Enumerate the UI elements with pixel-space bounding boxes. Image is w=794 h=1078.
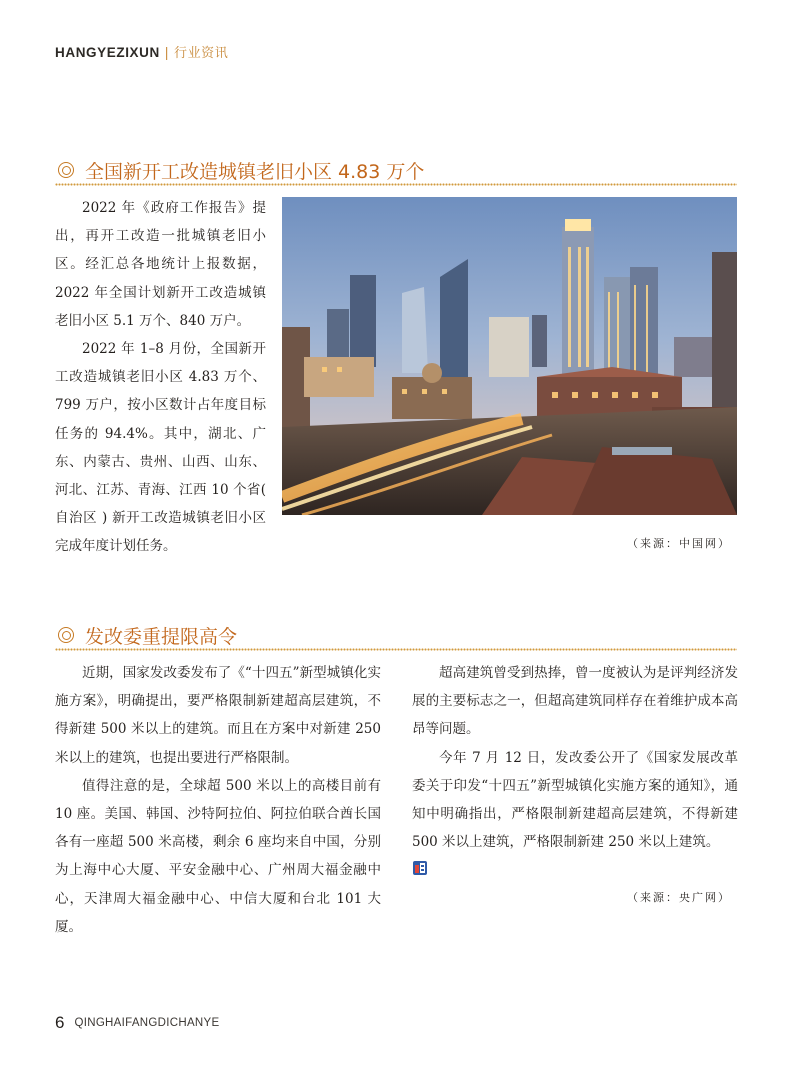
dotted-rule [55, 648, 737, 652]
paragraph: 值得注意的是，全球超 500 米以上的高楼目前有 10 座。美国、韩国、沙特阿拉伯、阿拉伯联合酋长国各有一座超 500 米高楼，剩余 6 座均来自中国，分别为上海中心大厦、平安金融中心、广州周大福金融中心，天津周大福金融中心、中信大厦和台北 101 大厦。 [55, 777, 381, 935]
section2-left-column [55, 659, 381, 941]
magazine-name: QINGHAIFANGDICHANYE [74, 1017, 220, 1029]
skyline-illustration [282, 197, 737, 515]
paragraph: 今年 7 月 12 日，发改委公开了《国家发展改革委关于印发“十四五”新型城镇化实施方案的通知》，通知中明确指出，严格限制新建超高层建筑，不得新建 500 米以上建筑，严格限制新建 250 米以上建筑。 [412, 749, 738, 851]
header-brand: HANGYEZIXUN [55, 45, 160, 60]
paragraph: 近期，国家发改委发布了《“十四五”新型城镇化实施方案》，明确提出，要严格限制新建超高层建筑，不得新建 500 米以上的建筑。而且在方案中对新建 250 米以上的建筑，也提出要进行严格限制。 [55, 665, 381, 766]
section2-right-column [412, 659, 738, 856]
section-heading-height-limit [55, 622, 737, 652]
header-separator: | [164, 45, 169, 60]
section1-body [55, 194, 266, 561]
section-title-height-limit: 发改委重提限高令 [85, 626, 238, 648]
running-header [55, 42, 228, 61]
source-credit: （来源：中国网） [627, 537, 731, 550]
paragraph: 2022 年《政府工作报告》提出，再开工改造一批城镇老旧小区。经汇总各地统计上报数据，2022 年全国计划新开工改造城镇老旧小区 5.1 万个、840 万户。 [55, 200, 266, 329]
dotted-rule [55, 183, 737, 187]
page-number: 6 [55, 1013, 65, 1032]
source-credit: （来源：央广网） [627, 891, 731, 904]
double-circle-icon [58, 162, 74, 178]
paragraph: 2022 年 1–8 月份，全国新开工改造城镇老旧小区 4.83 万个、799 万户，按小区数计占年度目标任务的 94.4%。其中，湖北、广东、内蒙古、贵州、山西、山东、河北、江苏、青海、江西 10 个省( 自治区 ) 新开工改造城镇老旧小区完成年度计划任务。 [55, 341, 266, 555]
section-title-renovation: 全国新开工改造城镇老旧小区 4.83 万个 [85, 161, 425, 183]
double-circle-icon [58, 627, 74, 643]
page-footer [55, 1013, 219, 1033]
article-end-icon [412, 860, 428, 876]
paragraph: 超高建筑曾受到热捧，曾一度被认为是评判经济发展的主要标志之一，但超高建筑同样存在着维护成本高昂等问题。 [412, 665, 738, 738]
city-skyline-photo [282, 197, 737, 515]
header-category: 行业资讯 [173, 46, 229, 61]
section-heading-renovation [55, 157, 737, 187]
